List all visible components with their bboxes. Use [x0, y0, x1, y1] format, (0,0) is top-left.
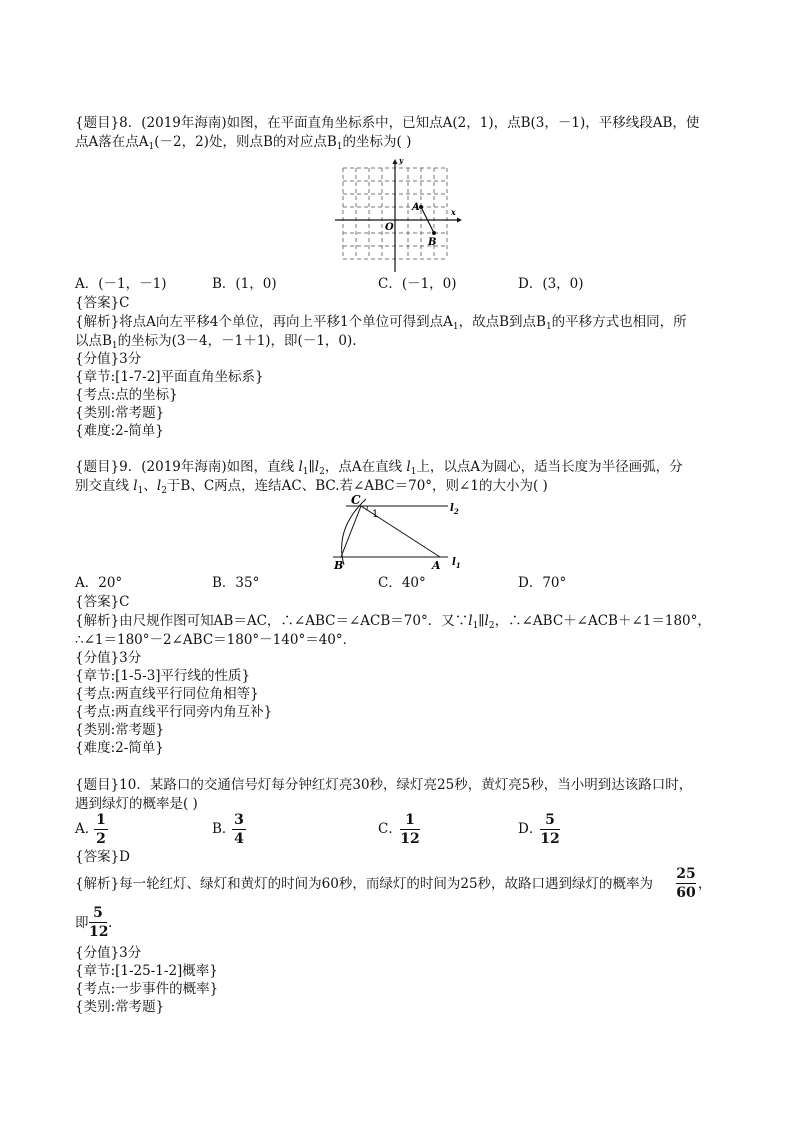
- q8-knowledge-point: {考点:点的坐标}: [75, 387, 178, 403]
- q9-option-b[interactable]: B．35°: [212, 575, 260, 591]
- q8-stem-line1: {题目}8．(2019年海南)如图，在平面直角坐标系中，已知点A(2，1)，点B(3，－1)，平移线段AB，使: [75, 115, 700, 131]
- q10-analysis-fraction-5-12: 5 12: [89, 905, 109, 940]
- q10-score: {分值}3分: [75, 945, 142, 961]
- q9-parallel-lines-figure: [330, 495, 470, 571]
- q9-construction-arc: [342, 499, 366, 565]
- q9-angle-1-label: 1: [372, 509, 379, 520]
- q10-stem-line1: {题目}10．某路口的交通信号灯每分钟红灯亮30秒，绿灯亮25秒，黄灯亮5秒，当小明到达该路口时，: [75, 777, 693, 793]
- q9-chapter: {章节:[1-5-3]平行线的性质}: [75, 668, 251, 684]
- q8-answer: {答案}C: [75, 295, 130, 311]
- q9-option-c[interactable]: C．40°: [378, 575, 426, 591]
- q8-y-axis-label: y: [399, 156, 404, 165]
- q9-stem-line2: 别交直线 $l_1$、$l_2$于B、C两点，连结AC、BC.若∠ABC＝70°，则∠1的大小为( ): [75, 478, 548, 496]
- q9-option-a[interactable]: A．20°: [75, 575, 123, 591]
- q9-point-c-label: C: [351, 493, 361, 507]
- q9-knowledge-point-2: {考点:两直线平行同旁内角互补}: [75, 704, 273, 720]
- q9-point-a-label: A: [432, 559, 441, 572]
- q8-option-d[interactable]: D．(3，0): [518, 276, 584, 292]
- q8-score: {分值}3分: [75, 351, 142, 367]
- q9-option-d[interactable]: D．70°: [518, 575, 567, 591]
- q8-point-b: [432, 231, 436, 235]
- q9-knowledge-point-1: {考点:两直线平行同位角相等}: [75, 686, 259, 702]
- q10-analysis-fraction-25-60: 25 60: [676, 866, 696, 901]
- q10-analysis-line1: {解析}每一轮红灯、绿灯和黄灯的时间为60秒，而绿灯的时间为25秒，故路口遇到绿灯的概率为: [75, 876, 654, 892]
- q9-point-b-label: B: [334, 559, 344, 572]
- q8-point-a-label: A: [412, 202, 420, 213]
- q10-option-b-label[interactable]: B．: [212, 821, 236, 837]
- q10-option-b-fraction[interactable]: 3 4: [232, 812, 246, 847]
- q10-category: {类别:常考题}: [75, 999, 165, 1015]
- q8-difficulty: {难度:2-简单}: [75, 423, 164, 439]
- q8-coordinate-figure: [333, 156, 463, 272]
- q9-category: {类别:常考题}: [75, 722, 165, 738]
- q9-analysis-line1: {解析}由尺规作图可知AB＝AC，∴∠ABC＝∠ACB＝70°．又$\because l_1\parallel l_2$，∴∠ABC＋∠ACB＋∠1＝180°，: [75, 613, 711, 631]
- q9-score: {分值}3分: [75, 650, 142, 666]
- q9-stem-line1: {题目}9．(2019年海南)如图，直线 $l_1\parallel l_2$，点A在直线 $l_1$上，以点A为圆心，适当长度为半径画弧，分: [75, 459, 683, 477]
- q8-option-c[interactable]: C．(－1，0): [378, 276, 457, 292]
- q8-option-b[interactable]: B．(1，0): [212, 276, 277, 292]
- q10-analysis-line1-end: ，: [698, 876, 712, 892]
- q8-analysis-line2: 以点$B_1$的坐标为(3－4，－1＋1)，即(－1，0).: [75, 333, 357, 351]
- q10-knowledge-point: {考点:一步事件的概率}: [75, 981, 219, 997]
- q8-point-b-label: B: [428, 237, 437, 248]
- q10-answer: {答案}D: [75, 849, 131, 865]
- q8-origin-label: O: [385, 222, 394, 233]
- q9-difficulty: {难度:2-简单}: [75, 740, 164, 756]
- q8-x-arrow-icon: [457, 218, 462, 223]
- q8-y-arrow-icon: [393, 159, 398, 164]
- q10-option-a-fraction[interactable]: 1 2: [94, 812, 108, 847]
- q8-stem-line2: 点A落在点$A_1(-2$，2)处，则点B的对应点$B_1$的坐标为( ): [75, 134, 412, 152]
- q10-stem-line2: 遇到绿灯的概率是( ): [75, 796, 198, 812]
- q9-answer: {答案}C: [75, 594, 130, 610]
- q8-option-a[interactable]: A．(－1，－1): [75, 276, 167, 292]
- q10-chapter: {章节:[1-25-1-2]概率}: [75, 963, 218, 979]
- q10-analysis-line2-end: .: [108, 915, 113, 931]
- q10-option-d-label[interactable]: D．: [518, 821, 543, 837]
- q8-category: {类别:常考题}: [75, 405, 165, 421]
- q10-option-a-label[interactable]: A．: [75, 821, 99, 837]
- q10-option-c-fraction[interactable]: 1 12: [400, 812, 420, 847]
- q8-x-axis-label: x: [451, 207, 456, 217]
- q9-analysis-line2: ∴∠1＝180°－2∠ABC＝180°－140°＝40°．: [75, 632, 357, 648]
- q9-line-l2-label: $l_2$: [450, 503, 459, 516]
- q10-option-c-label[interactable]: C．: [378, 821, 402, 837]
- q10-analysis-line2-prefix: 即: [75, 915, 89, 931]
- q10-option-d-fraction[interactable]: 5 12: [540, 812, 560, 847]
- q9-line-l1-label: $l_1$: [452, 557, 461, 570]
- q8-analysis-line1: {解析}将点A向左平移4个单位，再向上平移1个单位可得到点$A_1$，故点B到点$B_1$的平移方式也相同，所: [75, 314, 687, 332]
- q8-chapter: {章节:[1-7-2]平面直角坐标系}: [75, 369, 264, 385]
